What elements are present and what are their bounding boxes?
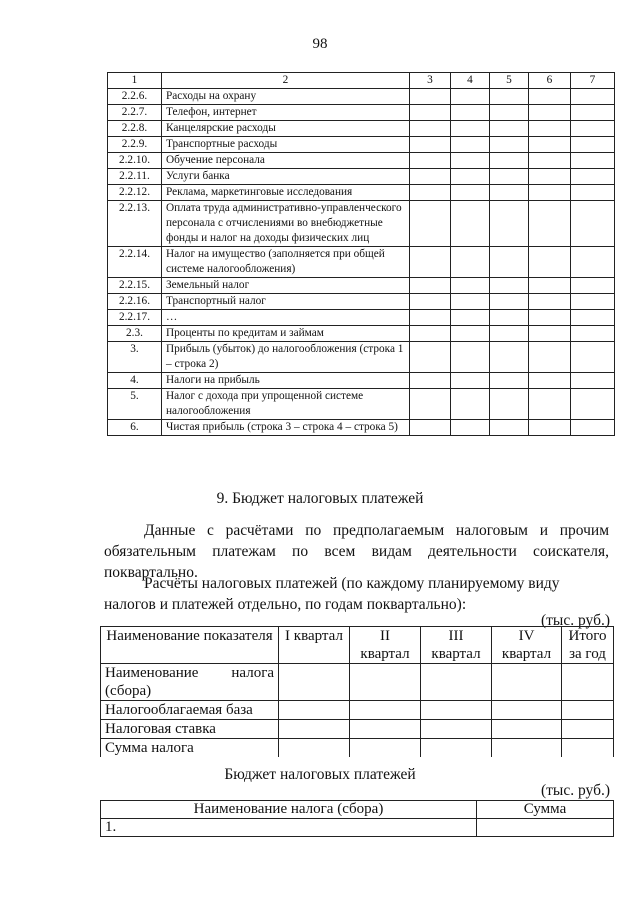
empty-cell [451,247,490,278]
row-label: Телефон, интернет [162,105,410,121]
empty-cell [421,664,492,701]
empty-cell [490,153,529,169]
row-label: Налоговая ставка [101,720,279,739]
empty-cell [410,373,451,389]
empty-cell [492,720,562,739]
row-label: Оплата труда административно-управленческого персонала с отчислениями во внебюджетные фонды и налог на доходы физических лиц [162,201,410,247]
header-cell: I квартал [279,627,350,664]
section-title: 9. Бюджет налоговых платежей [216,490,424,507]
row-number: 2.2.16. [108,294,162,310]
row-label: Чистая прибыль (строка 3 – строка 4 – строка 5) [162,420,410,436]
row-label: Реклама, маркетинговые исследования [162,185,410,201]
empty-cell [350,664,421,701]
empty-cell [571,169,615,185]
table-row [108,389,615,420]
empty-cell [529,373,571,389]
empty-cell [421,720,492,739]
empty-cell [410,326,451,342]
table-row [108,89,615,105]
header-cell: Наименование показателя [101,627,279,664]
empty-cell [410,137,451,153]
row-label: 1. [101,819,477,837]
header-cell: 1 [108,73,162,89]
header-cell: 4 [451,73,490,89]
table-row [101,819,614,837]
header-cell: II квартал [350,627,421,664]
header-cell: 6 [529,73,571,89]
table-header-row [108,73,615,89]
empty-cell [451,278,490,294]
row-number: 2.2.13. [108,201,162,247]
table-header-row [101,627,614,664]
empty-cell [410,389,451,420]
expenses-table [107,72,615,436]
row-number: 2.2.6. [108,89,162,105]
empty-cell [410,342,451,373]
header-cell: III квартал [421,627,492,664]
empty-cell [571,105,615,121]
empty-cell [477,819,614,837]
row-number: 2.2.10. [108,153,162,169]
table-row [101,739,614,758]
row-label: Сумма налога [101,739,279,758]
row-label: Обучение персонала [162,153,410,169]
row-label: Проценты по кредитам и займам [162,326,410,342]
empty-cell [451,294,490,310]
empty-cell [490,389,529,420]
row-number: 2.2.11. [108,169,162,185]
empty-cell [490,342,529,373]
table-header-row [101,801,614,819]
empty-cell [490,310,529,326]
empty-cell [492,664,562,701]
empty-cell [451,342,490,373]
row-label: Услуги банка [162,169,410,185]
table-row [108,278,615,294]
empty-cell [571,89,615,105]
tax-calculation-table [100,626,614,757]
empty-cell [562,739,614,758]
empty-cell [492,701,562,720]
table-row [108,169,615,185]
empty-cell [571,389,615,420]
header-cell: 5 [490,73,529,89]
row-number: 2.2.14. [108,247,162,278]
empty-cell [410,121,451,137]
empty-cell [492,739,562,758]
row-label: Налог на имущество (заполняется при общей системе налогообложения) [162,247,410,278]
empty-cell [571,137,615,153]
empty-cell [490,121,529,137]
empty-cell [279,739,350,758]
table-row [108,326,615,342]
empty-cell [529,89,571,105]
header-cell: 2 [162,73,410,89]
row-number: 2.2.8. [108,121,162,137]
budget-title: Бюджет налоговых платежей [224,766,416,783]
page-number: 98 [312,36,328,52]
table-row [108,201,615,247]
empty-cell [279,701,350,720]
empty-cell [490,201,529,247]
row-number: 2.3. [108,326,162,342]
row-label: Наименование налога (сбора) [101,664,279,701]
empty-cell [529,169,571,185]
empty-cell [451,153,490,169]
header-cell: 7 [571,73,615,89]
empty-cell [279,664,350,701]
empty-cell [490,105,529,121]
empty-cell [451,105,490,121]
table-row [101,701,614,720]
empty-cell [451,89,490,105]
empty-cell [410,310,451,326]
empty-cell [571,373,615,389]
empty-cell [529,420,571,436]
empty-cell [529,201,571,247]
empty-cell [529,153,571,169]
empty-cell [490,420,529,436]
empty-cell [571,201,615,247]
table-row [108,137,615,153]
empty-cell [571,326,615,342]
empty-cell [571,121,615,137]
table-row [108,105,615,121]
empty-cell [529,389,571,420]
table-row [108,121,615,137]
header-cell: Итого за год [562,627,614,664]
empty-cell [529,247,571,278]
empty-cell [410,185,451,201]
table-row [108,310,615,326]
row-label: Прибыль (убыток) до налогообложения (строка 1 – строка 2) [162,342,410,373]
row-number: 2.2.9. [108,137,162,153]
empty-cell [529,185,571,201]
row-label: Канцелярские расходы [162,121,410,137]
empty-cell [490,294,529,310]
row-label: Налог с дохода при упрощенной системе налогообложения [162,389,410,420]
table-row [108,342,615,373]
table-row [108,153,615,169]
header-cell: IV квартал [492,627,562,664]
empty-cell [529,137,571,153]
empty-cell [571,342,615,373]
table-row [108,185,615,201]
empty-cell [451,420,490,436]
empty-cell [529,105,571,121]
empty-cell [490,247,529,278]
row-number: 5. [108,389,162,420]
empty-cell [571,153,615,169]
paragraph-calculations: Расчёты налоговых платежей (по каждому планируемому виду налогов и платежей отдельно, по годам поквартально): [104,575,560,613]
units-label: (тыс. руб.) [541,612,610,629]
empty-cell [410,153,451,169]
empty-cell [571,278,615,294]
header-cell: 3 [410,73,451,89]
empty-cell [571,420,615,436]
empty-cell [490,185,529,201]
empty-cell [350,739,421,758]
empty-cell [529,278,571,294]
tax-budget-table [100,800,614,837]
empty-cell [451,373,490,389]
row-number: 6. [108,420,162,436]
empty-cell [451,185,490,201]
empty-cell [451,137,490,153]
empty-cell [562,701,614,720]
empty-cell [451,201,490,247]
row-label: Транспортные расходы [162,137,410,153]
header-cell: Сумма [477,801,614,819]
empty-cell [410,278,451,294]
empty-cell [410,420,451,436]
empty-cell [490,169,529,185]
table-row [108,373,615,389]
empty-cell [451,326,490,342]
empty-cell [451,389,490,420]
header-cell: Наименование налога (сбора) [101,801,477,819]
row-label: Налогооблагаемая база [101,701,279,720]
row-number: 2.2.17. [108,310,162,326]
empty-cell [410,89,451,105]
units-label-2: (тыс. руб.) [541,782,610,799]
empty-cell [571,247,615,278]
empty-cell [571,310,615,326]
empty-cell [562,664,614,701]
table-row [101,720,614,739]
empty-cell [571,294,615,310]
empty-cell [451,310,490,326]
empty-cell [410,294,451,310]
row-number: 3. [108,342,162,373]
empty-cell [421,701,492,720]
empty-cell [490,326,529,342]
empty-cell [571,185,615,201]
row-label: Транспортный налог [162,294,410,310]
empty-cell [410,105,451,121]
row-label: Налоги на прибыль [162,373,410,389]
empty-cell [279,720,350,739]
empty-cell [410,201,451,247]
empty-cell [529,121,571,137]
empty-cell [529,310,571,326]
empty-cell [451,121,490,137]
empty-cell [451,169,490,185]
row-label: … [162,310,410,326]
table-row [108,294,615,310]
paragraph-data-description: Данные с расчётами по предполагаемым налоговым и прочим обязательным платежам по всем видам деятельности соискателя, поквартально. [104,522,609,581]
row-label: Земельный налог [162,278,410,294]
empty-cell [490,137,529,153]
empty-cell [410,247,451,278]
table-row [108,247,615,278]
row-label: Расходы на охрану [162,89,410,105]
row-number: 2.2.12. [108,185,162,201]
row-number: 2.2.15. [108,278,162,294]
empty-cell [350,701,421,720]
empty-cell [529,342,571,373]
row-number: 2.2.7. [108,105,162,121]
empty-cell [421,739,492,758]
empty-cell [562,720,614,739]
empty-cell [529,294,571,310]
empty-cell [529,326,571,342]
row-number: 4. [108,373,162,389]
empty-cell [490,278,529,294]
empty-cell [410,169,451,185]
empty-cell [350,720,421,739]
empty-cell [490,373,529,389]
empty-cell [490,89,529,105]
table-row [101,664,614,701]
table-row [108,420,615,436]
